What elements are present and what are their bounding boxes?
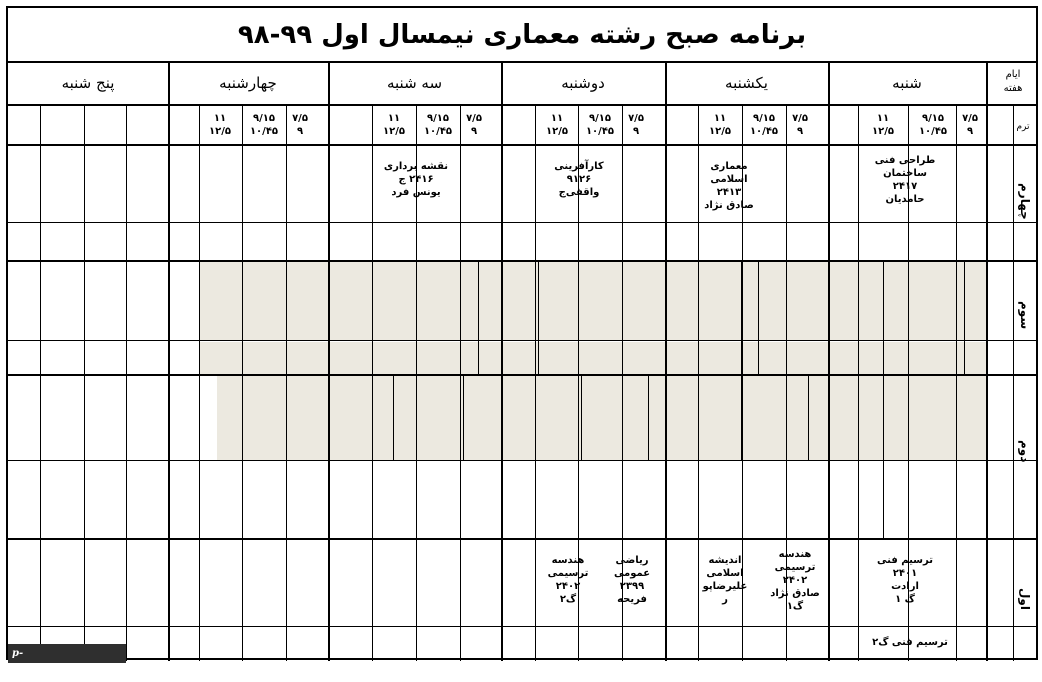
grid-inner-line: [758, 260, 759, 374]
grid-row-line: [8, 340, 1036, 341]
course-sat-term1-group2: ترسیم فنی گ۲: [872, 637, 948, 648]
time-slot-label: ۷/۵ ۹: [466, 113, 482, 137]
grid-row-line: [8, 626, 1036, 627]
grid-inner-line: [741, 260, 742, 374]
day-sunday: یکشنبه: [725, 74, 768, 92]
grid-slot-line: [956, 104, 957, 661]
time-slot-label: ۷/۵ ۹: [628, 113, 644, 137]
grid-row-line: [8, 538, 1036, 540]
grid-row-line: [8, 374, 1036, 376]
grid-slot-line: [84, 104, 85, 661]
grid-inner-line: [883, 260, 884, 374]
term-3-label: سوم: [1018, 301, 1032, 330]
grid-inner-line: [883, 460, 884, 538]
grid-inner-line: [581, 374, 582, 460]
grid-inner-line: [463, 374, 464, 460]
time-slot-label: ۱۱ ۱۲/۵: [209, 113, 231, 137]
course-sun-term1-a: هندسه ترسیمی ۲۴۰۲ صادق نژاد گ۱: [770, 549, 820, 612]
time-slot-label: ۷/۵ ۹: [962, 113, 978, 137]
grid-day-line: [168, 61, 170, 661]
grid-inner-line: [883, 374, 884, 460]
shaded-cell: [199, 342, 986, 374]
grid-slot-line: [40, 104, 41, 661]
grid-inner-line: [393, 374, 394, 460]
grid-inner-line: [741, 374, 742, 460]
grid-day-line: [986, 61, 988, 661]
term-4-label: چهارم: [1018, 183, 1032, 220]
day-saturday: شنبه: [892, 74, 922, 92]
grid-inner-line: [808, 374, 809, 460]
time-slot-label: ۹/۱۵ ۱۰/۴۵: [585, 113, 615, 137]
shaded-cell: [199, 262, 986, 340]
grid-row-line: [8, 144, 1036, 146]
grid-row-line: [8, 104, 1036, 106]
time-slot-label: ۹/۱۵ ۱۰/۴۵: [918, 113, 948, 137]
grid-inner-line: [742, 460, 743, 538]
time-slot-label: ۱۱ ۱۲/۵: [709, 113, 731, 137]
grid-day-line: [328, 61, 330, 661]
time-slot-label: ۱۱ ۱۲/۵: [383, 113, 405, 137]
course-sat-term4: طراحی فنی ساختمان ۲۴۱۷ حامدیان: [874, 155, 936, 205]
grid-row-line: [8, 260, 1036, 262]
time-slot-label: ۹/۱۵ ۱۰/۴۵: [749, 113, 779, 137]
grid-inner-line: [648, 374, 649, 460]
term-header-label: ترم: [1016, 122, 1030, 132]
time-slot-label: ۷/۵ ۹: [292, 113, 308, 137]
grid-slot-line: [286, 104, 287, 661]
course-tue-term4: نقشه برداری ۲۴۱۶ ج یونس فرد: [383, 161, 449, 198]
days-header-label: ایام هفته: [1003, 69, 1023, 94]
course-sat-term1: ترسیم فنی ۲۴۰۱ ارادت گ ۱: [877, 555, 933, 605]
grid-row-line: [8, 222, 1036, 223]
site-watermark: p-estahban.nus.ac.ir: [8, 644, 126, 663]
time-slot-label: ۷/۵ ۹: [792, 113, 808, 137]
day-monday: دوشنبه: [561, 74, 605, 92]
grid-inner-line: [538, 260, 539, 374]
grid-slot-line: [242, 104, 243, 661]
course-mon-term1-b: هندسه ترسیمی ۲۴۰۲ گ۲: [547, 555, 589, 605]
shaded-cell: [217, 376, 986, 460]
grid-row-line: [8, 460, 1036, 461]
course-sun-term4: معماری اسلامی ۲۴۱۳ صادق نژاد: [704, 161, 754, 211]
grid-slot-line: [199, 104, 200, 661]
grid-inner-line: [698, 460, 699, 538]
term-1-label: اول: [1018, 588, 1032, 610]
grid-inner-line: [478, 260, 479, 374]
time-slot-label: ۹/۱۵ ۱۰/۴۵: [249, 113, 279, 137]
grid-day-line: [501, 61, 503, 661]
schedule-sheet: [6, 6, 1038, 678]
day-wednesday: چهارشنبه: [219, 74, 277, 92]
grid-inner-line: [460, 460, 461, 538]
course-mon-term4: کارآفرینی ۹۱۲۶ واقفی‌ج: [554, 161, 604, 198]
day-tuesday: سه شنبه: [386, 74, 443, 92]
time-slot-label: ۹/۱۵ ۱۰/۴۵: [423, 113, 453, 137]
day-thursday: پنج شنبه: [61, 74, 115, 92]
course-mon-term1-a: ریاضی عمومی ۲۳۹۹ فریحه: [613, 555, 651, 605]
grid-day-line: [665, 61, 667, 661]
term-2-label: دوم: [1018, 440, 1032, 463]
page-title: برنامه صبح رشته معماری نیمسال اول ۹۹-۹۸: [237, 20, 807, 50]
time-slot-label: ۱۱ ۱۲/۵: [546, 113, 568, 137]
grid-row-line: [8, 61, 1036, 63]
grid-inner-line: [416, 460, 417, 538]
time-slot-label: ۱۱ ۱۲/۵: [872, 113, 894, 137]
grid-slot-line: [126, 104, 127, 661]
grid-slot-line: [858, 104, 859, 661]
course-sun-term1-b: اندیشه اسلامی علیرضاپو ر: [702, 555, 748, 605]
grid-inner-line: [964, 260, 965, 374]
